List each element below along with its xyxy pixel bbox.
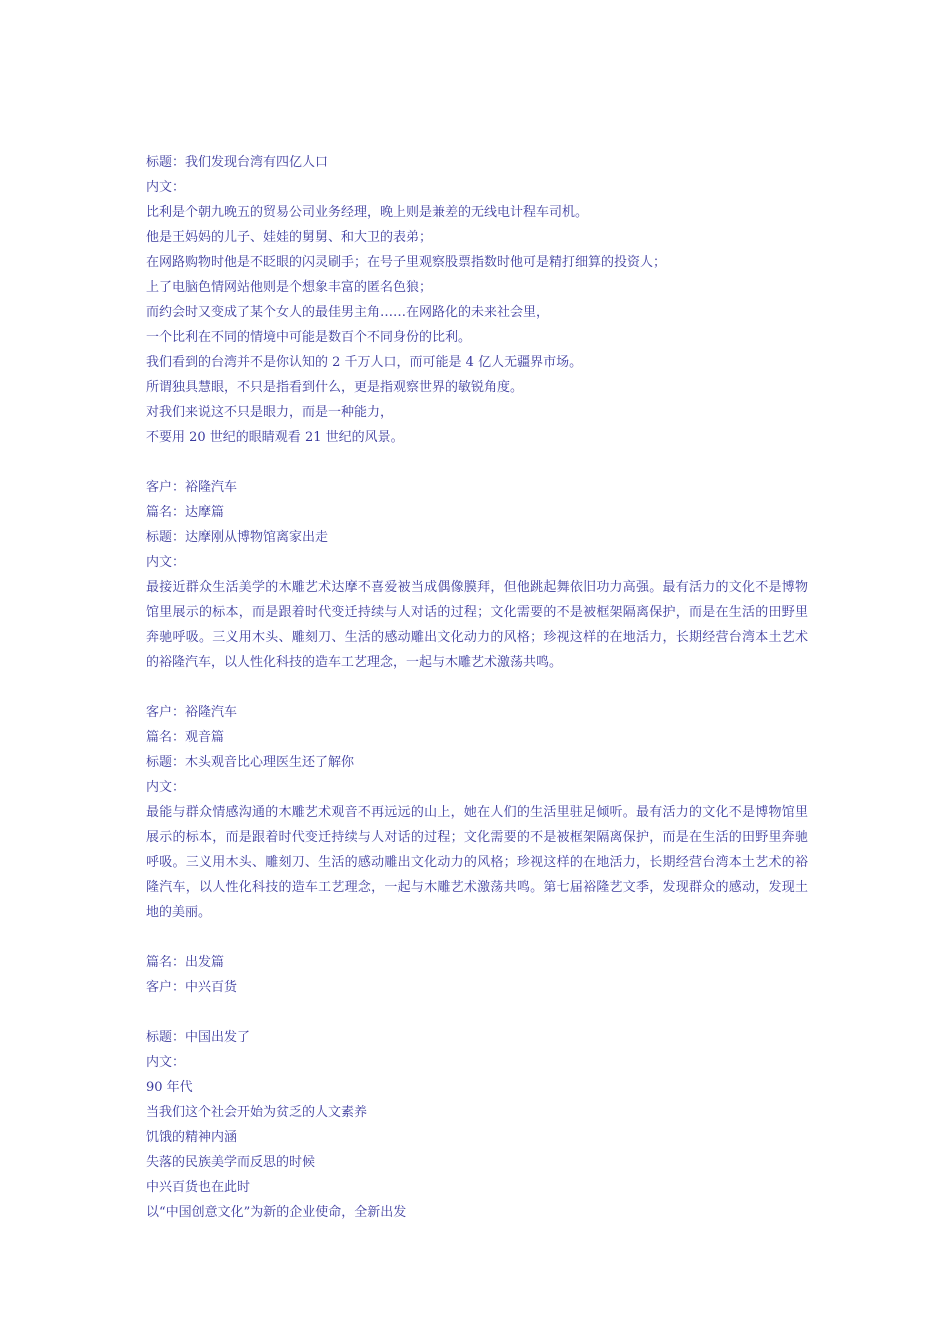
- body-line: 失落的民族美学而反思的时候: [146, 1155, 316, 1170]
- body-label: 内文：: [146, 555, 186, 570]
- document-page: [146, 150, 808, 1225]
- piece-name: 篇名：出发篇: [146, 955, 225, 970]
- body-line: 不要用 20 世纪的眼睛观看 21 世纪的风景。: [146, 430, 404, 445]
- ad-title: 标题：我们发现台湾有四亿人口: [146, 155, 329, 170]
- section-gap: [146, 675, 808, 700]
- client-label: 客户：裕隆汽车: [146, 480, 238, 495]
- ad-title: 标题：中国出发了: [146, 1030, 251, 1045]
- body-label: 内文：: [146, 180, 186, 195]
- body-line: 在网路购物时他是不眨眼的闪灵刷手；在号子里观察股票指数时他可是精打细算的投资人；: [146, 255, 667, 270]
- body-line: 上了电脑色情网站他则是个想象丰富的匿名色狼；: [146, 280, 433, 295]
- ad-title: 标题：木头观音比心理医生还了解你: [146, 755, 355, 770]
- body-line: 当我们这个社会开始为贫乏的人文素养: [146, 1105, 368, 1120]
- body-paragraph: 最能与群众情感沟通的木雕艺术观音不再远远的山上，她在人们的生活里驻足倾听。最有活力的文化不是博物馆里展示的标本，而是跟着时代变迁持续与人对话的过程；文化需要的不是被框架隔离保护，而是在生活的田野里奔驰呼吸。三义用木头、雕刻刀、生活的感动雕出文化动力的风格；珍视这样的在地活力，长期经营台湾本土艺术的裕隆汽车，以人性化科技的造车工艺理念，一起与木雕艺术激荡共鸣。第七届裕隆艺文季，发现群众的感动，发现土地的美丽。: [146, 805, 808, 920]
- body-line: 中兴百货也在此时: [146, 1180, 251, 1195]
- section-gap: [146, 1000, 808, 1025]
- body-line: 比利是个朝九晚五的贸易公司业务经理，晚上则是兼差的无线电计程车司机。: [146, 205, 589, 220]
- body-line: 我们看到的台湾并不是你认知的 2 千万人口，而可能是 4 亿人无疆界市场。: [146, 355, 583, 370]
- body-line: 对我们来说这不只是眼力，而是一种能力，: [146, 405, 394, 420]
- client-label: 客户：裕隆汽车: [146, 705, 238, 720]
- piece-name: 篇名：达摩篇: [146, 505, 225, 520]
- body-label: 内文：: [146, 780, 186, 795]
- section-gap: [146, 450, 808, 475]
- section-gap: [146, 925, 808, 950]
- body-label: 内文：: [146, 1055, 186, 1070]
- ad-title: 标题：达摩刚从博物馆离家出走: [146, 530, 329, 545]
- body-line: 他是王妈妈的儿子、娃娃的舅舅、和大卫的表弟；: [146, 230, 433, 245]
- client-label: 客户：中兴百货: [146, 980, 238, 995]
- body-line: 而约会时又变成了某个女人的最佳男主角……在网路化的未来社会里，: [146, 305, 550, 320]
- piece-name: 篇名：观音篇: [146, 730, 225, 745]
- body-line: 所谓独具慧眼，不只是指看到什么，更是指观察世界的敏锐角度。: [146, 380, 524, 395]
- body-line: 以“中国创意文化”为新的企业使命，全新出发: [146, 1205, 407, 1220]
- body-line: 90 年代: [146, 1080, 193, 1095]
- body-line: 饥饿的精神内涵: [146, 1130, 238, 1145]
- body-paragraph: 最接近群众生活美学的木雕艺术达摩不喜爱被当成偶像膜拜，但他跳起舞依旧功力高强。最有活力的文化不是博物馆里展示的标本，而是跟着时代变迁持续与人对话的过程；文化需要的不是被框架隔离保护，而是在生活的田野里奔驰呼吸。三义用木头、雕刻刀、生活的感动雕出文化动力的风格；珍视这样的在地活力，长期经营台湾本土艺术的裕隆汽车，以人性化科技的造车工艺理念，一起与木雕艺术激荡共鸣。: [146, 580, 808, 670]
- body-line: 一个比利在不同的情境中可能是数百个不同身份的比利。: [146, 330, 472, 345]
